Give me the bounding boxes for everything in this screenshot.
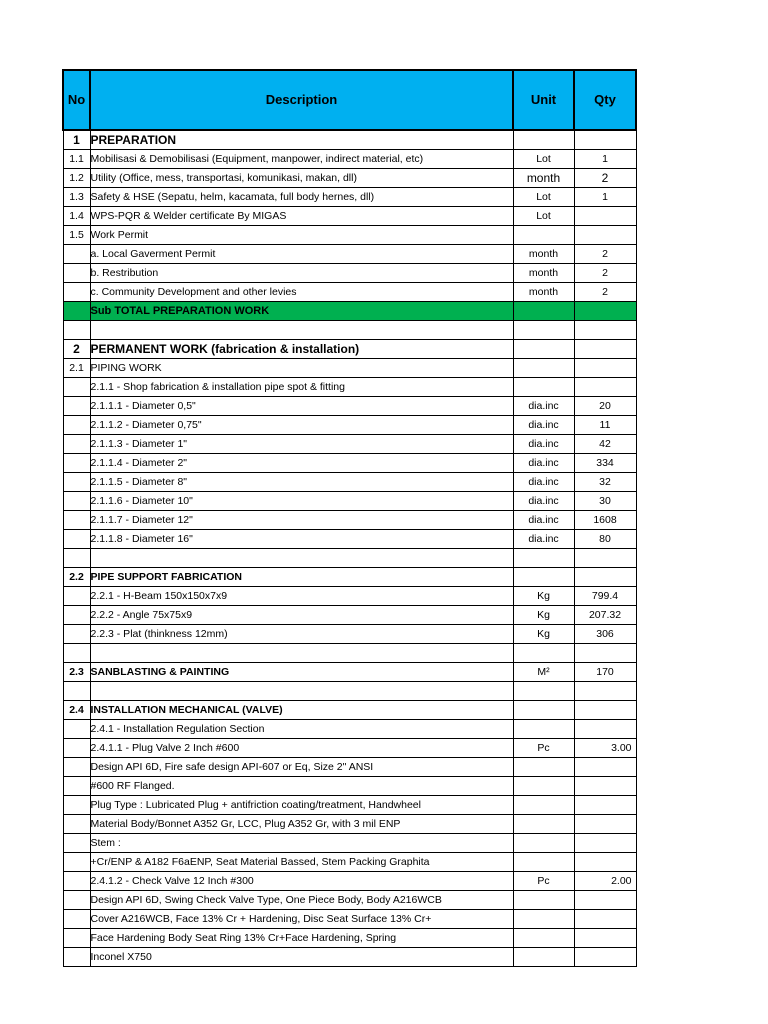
- table-row: [63, 701, 636, 720]
- row-qty: 170: [574, 663, 636, 682]
- row-qty: 80: [574, 530, 636, 549]
- row-unit: [513, 777, 574, 796]
- row-qty: 1: [574, 150, 636, 169]
- row-number: [63, 264, 90, 283]
- table-row: [63, 416, 636, 435]
- row-unit: [513, 796, 574, 815]
- row-qty: [574, 340, 636, 359]
- row-description: c. Community Development and other levies: [90, 283, 513, 302]
- row-unit: Lot: [513, 150, 574, 169]
- row-description: Mobilisasi & Demobilisasi (Equipment, manpower, indirect material, etc): [90, 150, 513, 169]
- row-number: 1.1: [63, 150, 90, 169]
- row-unit: Pc: [513, 872, 574, 891]
- table-row: [63, 492, 636, 511]
- table-row: [63, 169, 636, 188]
- row-description: Stem :: [90, 834, 513, 853]
- row-number: [63, 492, 90, 511]
- row-qty: [574, 796, 636, 815]
- table-row: [63, 454, 636, 473]
- row-qty: [574, 777, 636, 796]
- row-qty: 2: [574, 169, 636, 188]
- subtotal-row: [63, 302, 636, 321]
- row-qty: 334: [574, 454, 636, 473]
- row-unit: Kg: [513, 606, 574, 625]
- table-row: [63, 207, 636, 226]
- row-description: Design API 6D, Swing Check Valve Type, One Piece Body, Body A216WCB: [90, 891, 513, 910]
- row-number: [63, 549, 90, 568]
- row-qty: 306: [574, 625, 636, 644]
- row-number: 2.1: [63, 359, 90, 378]
- row-description: Inconel X750: [90, 948, 513, 967]
- row-description: WPS-PQR & Welder certificate By MIGAS: [90, 207, 513, 226]
- row-unit: month: [513, 169, 574, 188]
- row-number: [63, 397, 90, 416]
- row-number: [63, 872, 90, 891]
- row-qty: 2.00: [574, 872, 636, 891]
- row-unit: [513, 359, 574, 378]
- table-row: [63, 796, 636, 815]
- row-number: 2.3: [63, 663, 90, 682]
- row-number: 1.2: [63, 169, 90, 188]
- table-row: [63, 606, 636, 625]
- row-number: 2.4: [63, 701, 90, 720]
- row-number: 2.2: [63, 568, 90, 587]
- row-number: [63, 834, 90, 853]
- row-qty: 30: [574, 492, 636, 511]
- row-number: [63, 416, 90, 435]
- row-unit: [513, 226, 574, 245]
- header-description: Description: [90, 70, 513, 130]
- row-unit: M²: [513, 663, 574, 682]
- row-description: Plug Type : Lubricated Plug + antifriction coating/treatment, Handwheel: [90, 796, 513, 815]
- table-row: [63, 283, 636, 302]
- table-row: [63, 359, 636, 378]
- row-number: 1: [63, 130, 90, 150]
- table-row: [63, 777, 636, 796]
- row-qty: [574, 891, 636, 910]
- table-row: [63, 625, 636, 644]
- table-row: [63, 397, 636, 416]
- row-number: 2: [63, 340, 90, 359]
- row-qty: [574, 644, 636, 663]
- row-unit: [513, 644, 574, 663]
- row-unit: Pc: [513, 739, 574, 758]
- row-description: Face Hardening Body Seat Ring 13% Cr+Face Hardening, Spring: [90, 929, 513, 948]
- row-number: [63, 796, 90, 815]
- row-description: 2.1.1.7 - Diameter 12": [90, 511, 513, 530]
- table-row: [63, 929, 636, 948]
- row-qty: 42: [574, 435, 636, 454]
- row-number: [63, 321, 90, 340]
- row-unit: [513, 568, 574, 587]
- row-description: PERMANENT WORK (fabrication & installation): [90, 340, 513, 359]
- row-number: [63, 454, 90, 473]
- row-description: Design API 6D, Fire safe design API-607 or Eq, Size 2" ANSI: [90, 758, 513, 777]
- table-row: [63, 150, 636, 169]
- row-number: [63, 302, 90, 321]
- row-unit: dia.inc: [513, 473, 574, 492]
- row-description: 2.1.1.4 - Diameter 2": [90, 454, 513, 473]
- row-number: [63, 758, 90, 777]
- header-unit: Unit: [513, 70, 574, 130]
- table-row: [63, 378, 636, 397]
- row-qty: [574, 359, 636, 378]
- row-unit: [513, 948, 574, 967]
- row-number: [63, 530, 90, 549]
- row-number: [63, 625, 90, 644]
- row-unit: [513, 929, 574, 948]
- row-number: 1.3: [63, 188, 90, 207]
- table-row: [63, 226, 636, 245]
- row-qty: 1: [574, 188, 636, 207]
- row-unit: dia.inc: [513, 511, 574, 530]
- row-qty: [574, 701, 636, 720]
- row-qty: 20: [574, 397, 636, 416]
- row-qty: [574, 378, 636, 397]
- row-qty: [574, 720, 636, 739]
- table-row: [63, 853, 636, 872]
- row-unit: [513, 378, 574, 397]
- header-qty: Qty: [574, 70, 636, 130]
- row-unit: [513, 910, 574, 929]
- row-unit: [513, 701, 574, 720]
- row-number: [63, 644, 90, 663]
- table-row: [63, 511, 636, 530]
- row-description: 2.1.1 - Shop fabrication & installation pipe spot & fitting: [90, 378, 513, 397]
- row-number: [63, 511, 90, 530]
- table-row: [63, 264, 636, 283]
- row-qty: 207.32: [574, 606, 636, 625]
- table-row: [63, 891, 636, 910]
- row-unit: dia.inc: [513, 416, 574, 435]
- row-description: Safety & HSE (Sepatu, helm, kacamata, full body hernes, dll): [90, 188, 513, 207]
- row-description: PREPARATION: [90, 130, 513, 150]
- row-number: [63, 378, 90, 397]
- row-description: 2.4.1 - Installation Regulation Section: [90, 720, 513, 739]
- row-description: 2.4.1.2 - Check Valve 12 Inch #300: [90, 872, 513, 891]
- row-number: [63, 777, 90, 796]
- row-unit: [513, 815, 574, 834]
- row-description: [90, 549, 513, 568]
- row-unit: Lot: [513, 188, 574, 207]
- row-unit: [513, 720, 574, 739]
- row-unit: [513, 682, 574, 701]
- row-description: #600 RF Flanged.: [90, 777, 513, 796]
- row-unit: dia.inc: [513, 397, 574, 416]
- row-number: 1.5: [63, 226, 90, 245]
- row-description: 2.2.1 - H-Beam 150x150x7x9: [90, 587, 513, 606]
- row-qty: [574, 207, 636, 226]
- row-qty: 32: [574, 473, 636, 492]
- row-unit: [513, 321, 574, 340]
- row-number: 1.4: [63, 207, 90, 226]
- row-description: PIPING WORK: [90, 359, 513, 378]
- row-unit: [513, 758, 574, 777]
- row-description: Material Body/Bonnet A352 Gr, LCC, Plug A352 Gr, with 3 mil ENP: [90, 815, 513, 834]
- row-qty: 3.00: [574, 739, 636, 758]
- row-number: [63, 815, 90, 834]
- row-number: [63, 948, 90, 967]
- row-unit: dia.inc: [513, 454, 574, 473]
- table-row: [63, 663, 636, 682]
- table-row: [63, 530, 636, 549]
- table-row: [63, 910, 636, 929]
- row-description: 2.1.1.8 - Diameter 16": [90, 530, 513, 549]
- row-qty: [574, 834, 636, 853]
- table-header-row: [63, 70, 636, 130]
- row-description: 2.1.1.2 - Diameter 0,75": [90, 416, 513, 435]
- row-number: [63, 929, 90, 948]
- boq-table: [62, 69, 637, 967]
- row-description: PIPE SUPPORT FABRICATION: [90, 568, 513, 587]
- table-row: [63, 245, 636, 264]
- row-unit: month: [513, 245, 574, 264]
- row-description: Sub TOTAL PREPARATION WORK: [90, 302, 513, 321]
- row-description: 2.4.1.1 - Plug Valve 2 Inch #600: [90, 739, 513, 758]
- row-number: [63, 435, 90, 454]
- row-unit: [513, 549, 574, 568]
- header-no: No: [63, 70, 90, 130]
- row-description: Work Permit: [90, 226, 513, 245]
- row-qty: [574, 929, 636, 948]
- row-unit: Lot: [513, 207, 574, 226]
- row-unit: dia.inc: [513, 492, 574, 511]
- row-description: +Cr/ENP & A182 F6aENP, Seat Material Bassed, Stem Packing Graphita: [90, 853, 513, 872]
- row-qty: [574, 758, 636, 777]
- row-description: Cover A216WCB, Face 13% Cr + Hardening, Disc Seat Surface 13% Cr+: [90, 910, 513, 929]
- row-description: [90, 682, 513, 701]
- row-unit: dia.inc: [513, 530, 574, 549]
- row-unit: [513, 302, 574, 321]
- row-qty: [574, 226, 636, 245]
- row-qty: [574, 910, 636, 929]
- row-unit: [513, 891, 574, 910]
- table-row: [63, 815, 636, 834]
- row-qty: [574, 682, 636, 701]
- table-row: [63, 473, 636, 492]
- row-description: 2.1.1.3 - Diameter 1": [90, 435, 513, 454]
- row-qty: [574, 130, 636, 150]
- table-row: [63, 872, 636, 891]
- table-row: [63, 758, 636, 777]
- row-number: [63, 720, 90, 739]
- row-number: [63, 910, 90, 929]
- row-qty: [574, 568, 636, 587]
- table-row: [63, 130, 636, 150]
- row-description: a. Local Gaverment Permit: [90, 245, 513, 264]
- row-number: [63, 853, 90, 872]
- row-description: INSTALLATION MECHANICAL (VALVE): [90, 701, 513, 720]
- row-number: [63, 587, 90, 606]
- row-number: [63, 473, 90, 492]
- row-description: 2.1.1.5 - Diameter 8": [90, 473, 513, 492]
- row-description: 2.2.2 - Angle 75x75x9: [90, 606, 513, 625]
- row-number: [63, 606, 90, 625]
- table-row: [63, 682, 636, 701]
- row-number: [63, 739, 90, 758]
- row-number: [63, 682, 90, 701]
- table-body: [63, 130, 636, 967]
- row-unit: [513, 130, 574, 150]
- row-description: [90, 644, 513, 663]
- table-row: [63, 435, 636, 454]
- row-unit: [513, 340, 574, 359]
- row-unit: month: [513, 283, 574, 302]
- row-qty: 2: [574, 264, 636, 283]
- row-description: b. Restribution: [90, 264, 513, 283]
- row-qty: 1608: [574, 511, 636, 530]
- table-row: [63, 568, 636, 587]
- row-qty: 2: [574, 245, 636, 264]
- row-unit: [513, 834, 574, 853]
- table-row: [63, 321, 636, 340]
- row-description: 2.1.1.1 - Diameter 0,5": [90, 397, 513, 416]
- row-qty: 2: [574, 283, 636, 302]
- row-unit: Kg: [513, 625, 574, 644]
- row-description: 2.2.3 - Plat (thinkness 12mm): [90, 625, 513, 644]
- row-description: Utility (Office, mess, transportasi, komunikasi, makan, dll): [90, 169, 513, 188]
- row-description: [90, 321, 513, 340]
- table-row: [63, 644, 636, 663]
- row-description: SANBLASTING & PAINTING: [90, 663, 513, 682]
- table-row: [63, 948, 636, 967]
- table-row: [63, 834, 636, 853]
- row-qty: [574, 302, 636, 321]
- row-qty: 11: [574, 416, 636, 435]
- row-qty: [574, 815, 636, 834]
- table-row: [63, 549, 636, 568]
- row-qty: [574, 549, 636, 568]
- row-unit: Kg: [513, 587, 574, 606]
- row-qty: [574, 321, 636, 340]
- table-row: [63, 587, 636, 606]
- row-qty: 799.4: [574, 587, 636, 606]
- row-number: [63, 283, 90, 302]
- row-description: 2.1.1.6 - Diameter 10": [90, 492, 513, 511]
- row-number: [63, 245, 90, 264]
- table-row: [63, 720, 636, 739]
- row-qty: [574, 948, 636, 967]
- row-unit: dia.inc: [513, 435, 574, 454]
- table-row: [63, 739, 636, 758]
- table-row: [63, 340, 636, 359]
- row-number: [63, 891, 90, 910]
- row-unit: month: [513, 264, 574, 283]
- row-unit: [513, 853, 574, 872]
- row-qty: [574, 853, 636, 872]
- table-row: [63, 188, 636, 207]
